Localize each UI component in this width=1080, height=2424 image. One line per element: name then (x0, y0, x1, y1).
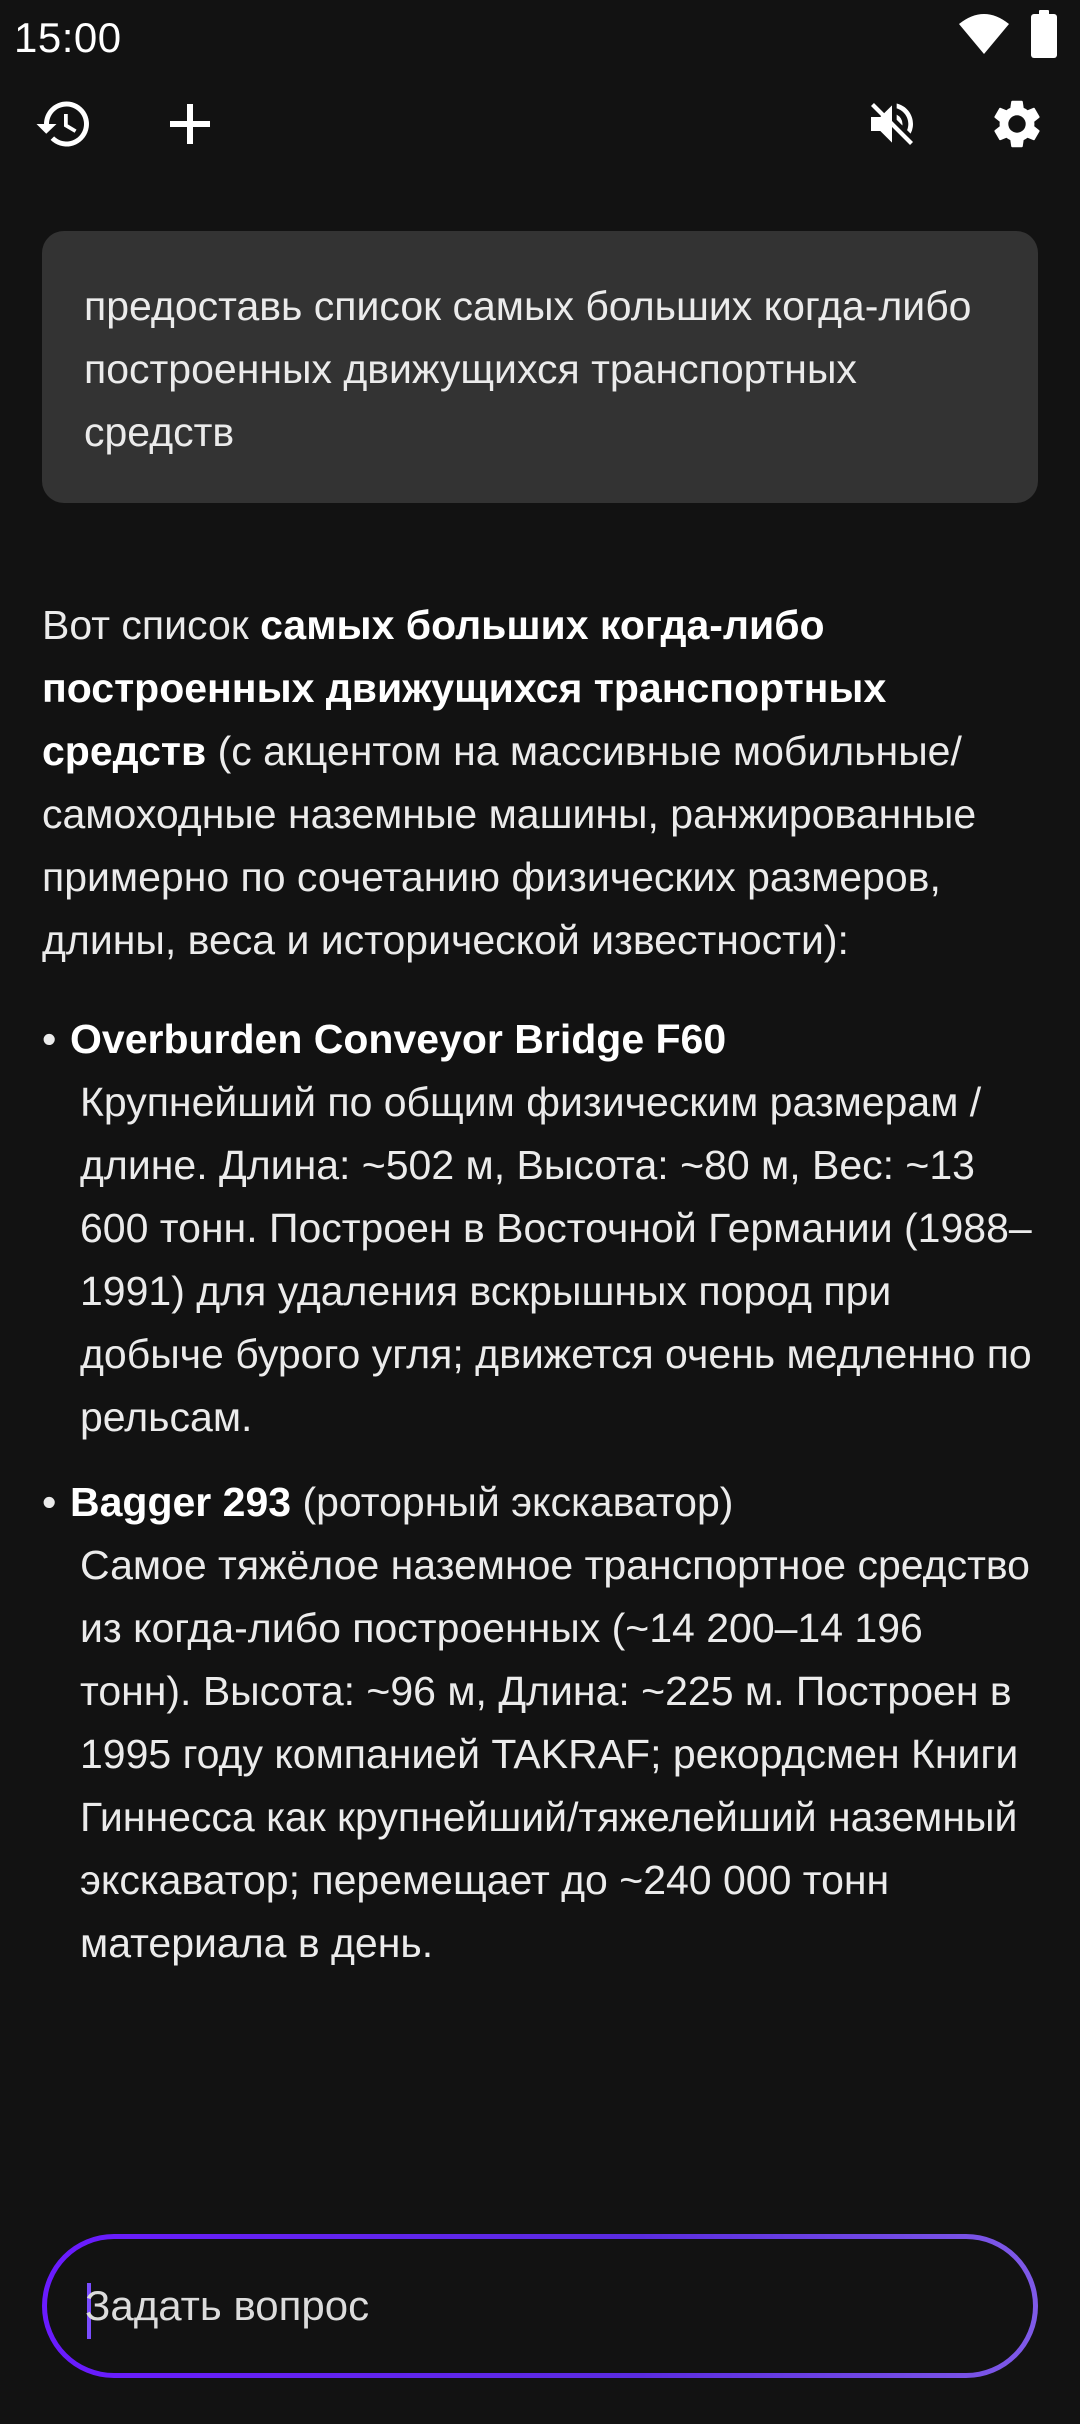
new-chat-button[interactable] (150, 86, 230, 166)
battery-icon (1030, 10, 1058, 63)
user-message-text: предоставь список самых больших когда-либо построенных движущихся транспортных средств (84, 283, 972, 455)
user-message-bubble (42, 231, 1038, 503)
plus-icon (168, 102, 212, 151)
bullet: • (42, 1016, 57, 1062)
volume-off-icon (864, 96, 920, 157)
list-item (42, 1008, 1042, 1449)
ask-input-container (42, 2234, 1038, 2378)
item-title: Overburden Conveyor Bridge F60 (70, 1016, 727, 1062)
list-item (42, 1471, 1042, 1975)
item-subtitle: (роторный экскаватор) (291, 1479, 734, 1525)
wifi-icon (958, 12, 1010, 61)
answer-intro-bold: самых больших когда-либо построенных движущихся транспортных средств (42, 602, 887, 774)
vehicle-list (42, 1008, 1042, 1975)
settings-button[interactable] (977, 86, 1057, 166)
bullet: • (42, 1479, 57, 1525)
ask-input[interactable] (85, 2239, 985, 2373)
item-description: Самое тяжёлое наземное транспортное средство из когда-либо построенных (~14 200–14 196 тонн). Высота: ~96 м, Длина: ~225 м. Построен в 1995 году компанией TAKRAF; рекордсмен Книги Гиннесса как крупнейший/тяжелейший наземный экскаватор; перемещает до ~240 000 тонн материала в день. (80, 1542, 1030, 1966)
status-time: 15:00 (14, 14, 122, 61)
assistant-answer (42, 594, 1042, 1997)
answer-intro (42, 594, 1042, 972)
status-icons (958, 10, 1058, 63)
gear-icon (988, 95, 1046, 158)
status-bar (0, 0, 1080, 80)
answer-intro-suffix: (с акцентом на массивные мобильные/самоходные наземные машины, ранжированные примерно по сочетанию физических размеров, длины, веса и исторической известности): (42, 728, 977, 963)
answer-intro-prefix: Вот список (42, 602, 261, 648)
toolbar (0, 86, 1080, 166)
history-icon (34, 94, 94, 159)
item-title: Bagger 293 (70, 1479, 292, 1525)
ask-input-inner (47, 2239, 1033, 2373)
mute-button[interactable] (852, 86, 932, 166)
item-description: Крупнейший по общим физическим размерам / длине. Длина: ~502 м, Высота: ~80 м, Вес: ~13 600 тонн. Построен в Восточной Германии (1988–1991) для удаления вскрышных пород при добыче бурого угля; движется очень медленно по рельсам. (80, 1079, 1032, 1440)
history-button[interactable] (24, 86, 104, 166)
